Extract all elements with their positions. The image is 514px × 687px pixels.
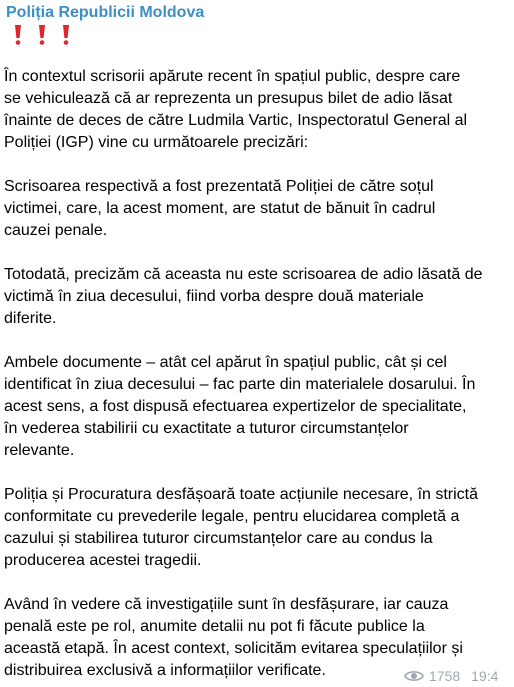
message-line: Ambele documente – atât cel apărut în spațiul public, cât și cel (4, 354, 447, 371)
message-line: Poliției (IGP) vine cu următoarele precizări: (4, 134, 309, 151)
message-line: această etapă. În acest context, solicităm evitarea speculațiilor și (4, 640, 463, 657)
message-line: producerea acestei tragedii. (4, 552, 202, 569)
message-line: Poliția și Procuratura desfășoară toate acțiunile necesare, în strictă (4, 486, 479, 503)
message-meta (404, 666, 498, 686)
message-line: victimei, care, la acest moment, are statut de bănuit în cadrul (4, 200, 436, 217)
exclamation-icon (33, 24, 51, 46)
message-line: Totodată, precizăm că aceasta nu este scrisoarea de adio lăsată de (4, 266, 483, 283)
message-line: cauzei penale. (4, 222, 108, 239)
message-paragraph (4, 176, 510, 242)
alert-emoji-row (9, 24, 75, 46)
message-line: relevante. (4, 442, 75, 459)
message-line: Scrisoarea respectivă a fost prezentată Poliției de către soțul (4, 178, 434, 195)
message-line: identificat în ziua decesului – fac parte din materialele dosarului. În (4, 376, 476, 393)
message-line: cazului și stabilirea tuturor circumstanțelor care au condus la (4, 530, 433, 547)
message-paragraph (4, 352, 510, 462)
eye-icon (404, 669, 424, 683)
channel-name[interactable]: Poliția Republicii Moldova (6, 4, 205, 21)
message-line: victimă în ziua decesului, fiind vorba despre două materiale (4, 288, 424, 305)
message-paragraph (4, 264, 510, 330)
message-line: acest sens, a fost dispusă efectuarea expertizelor de specialitate, (4, 398, 467, 415)
message-paragraph (4, 484, 510, 572)
message-line: În contextul scrisorii apărute recent în spațiul public, despre care (4, 68, 461, 85)
message-line: se vehiculează că ar reprezenta un presupus bilet de adio lăsat (4, 90, 453, 107)
exclamation-icon (57, 24, 75, 46)
message-time: 19:4 (471, 668, 499, 684)
message-line: distribuirea exclusivă a informațiilor verificate. (4, 662, 326, 679)
exclamation-icon (9, 24, 27, 46)
message-line: Având în vedere că investigațiile sunt în desfășurare, iar cauza (4, 596, 449, 613)
message-line: în vederea stabilirii cu exactitate a tuturor circumstanțelor (4, 420, 409, 437)
message-line: penală este pe rol, anumite detalii nu pot fi făcute publice la (4, 618, 425, 635)
view-count: 1758 (429, 668, 461, 684)
message-line: conformitate cu prevederile legale, pentru elucidarea completă a (4, 508, 460, 525)
message-paragraph (4, 66, 510, 154)
message-line: înainte de deces de către Ludmila Vartic, Inspectoratul General al (4, 112, 468, 129)
message-line: diferite. (4, 310, 57, 327)
message-text (4, 66, 510, 682)
